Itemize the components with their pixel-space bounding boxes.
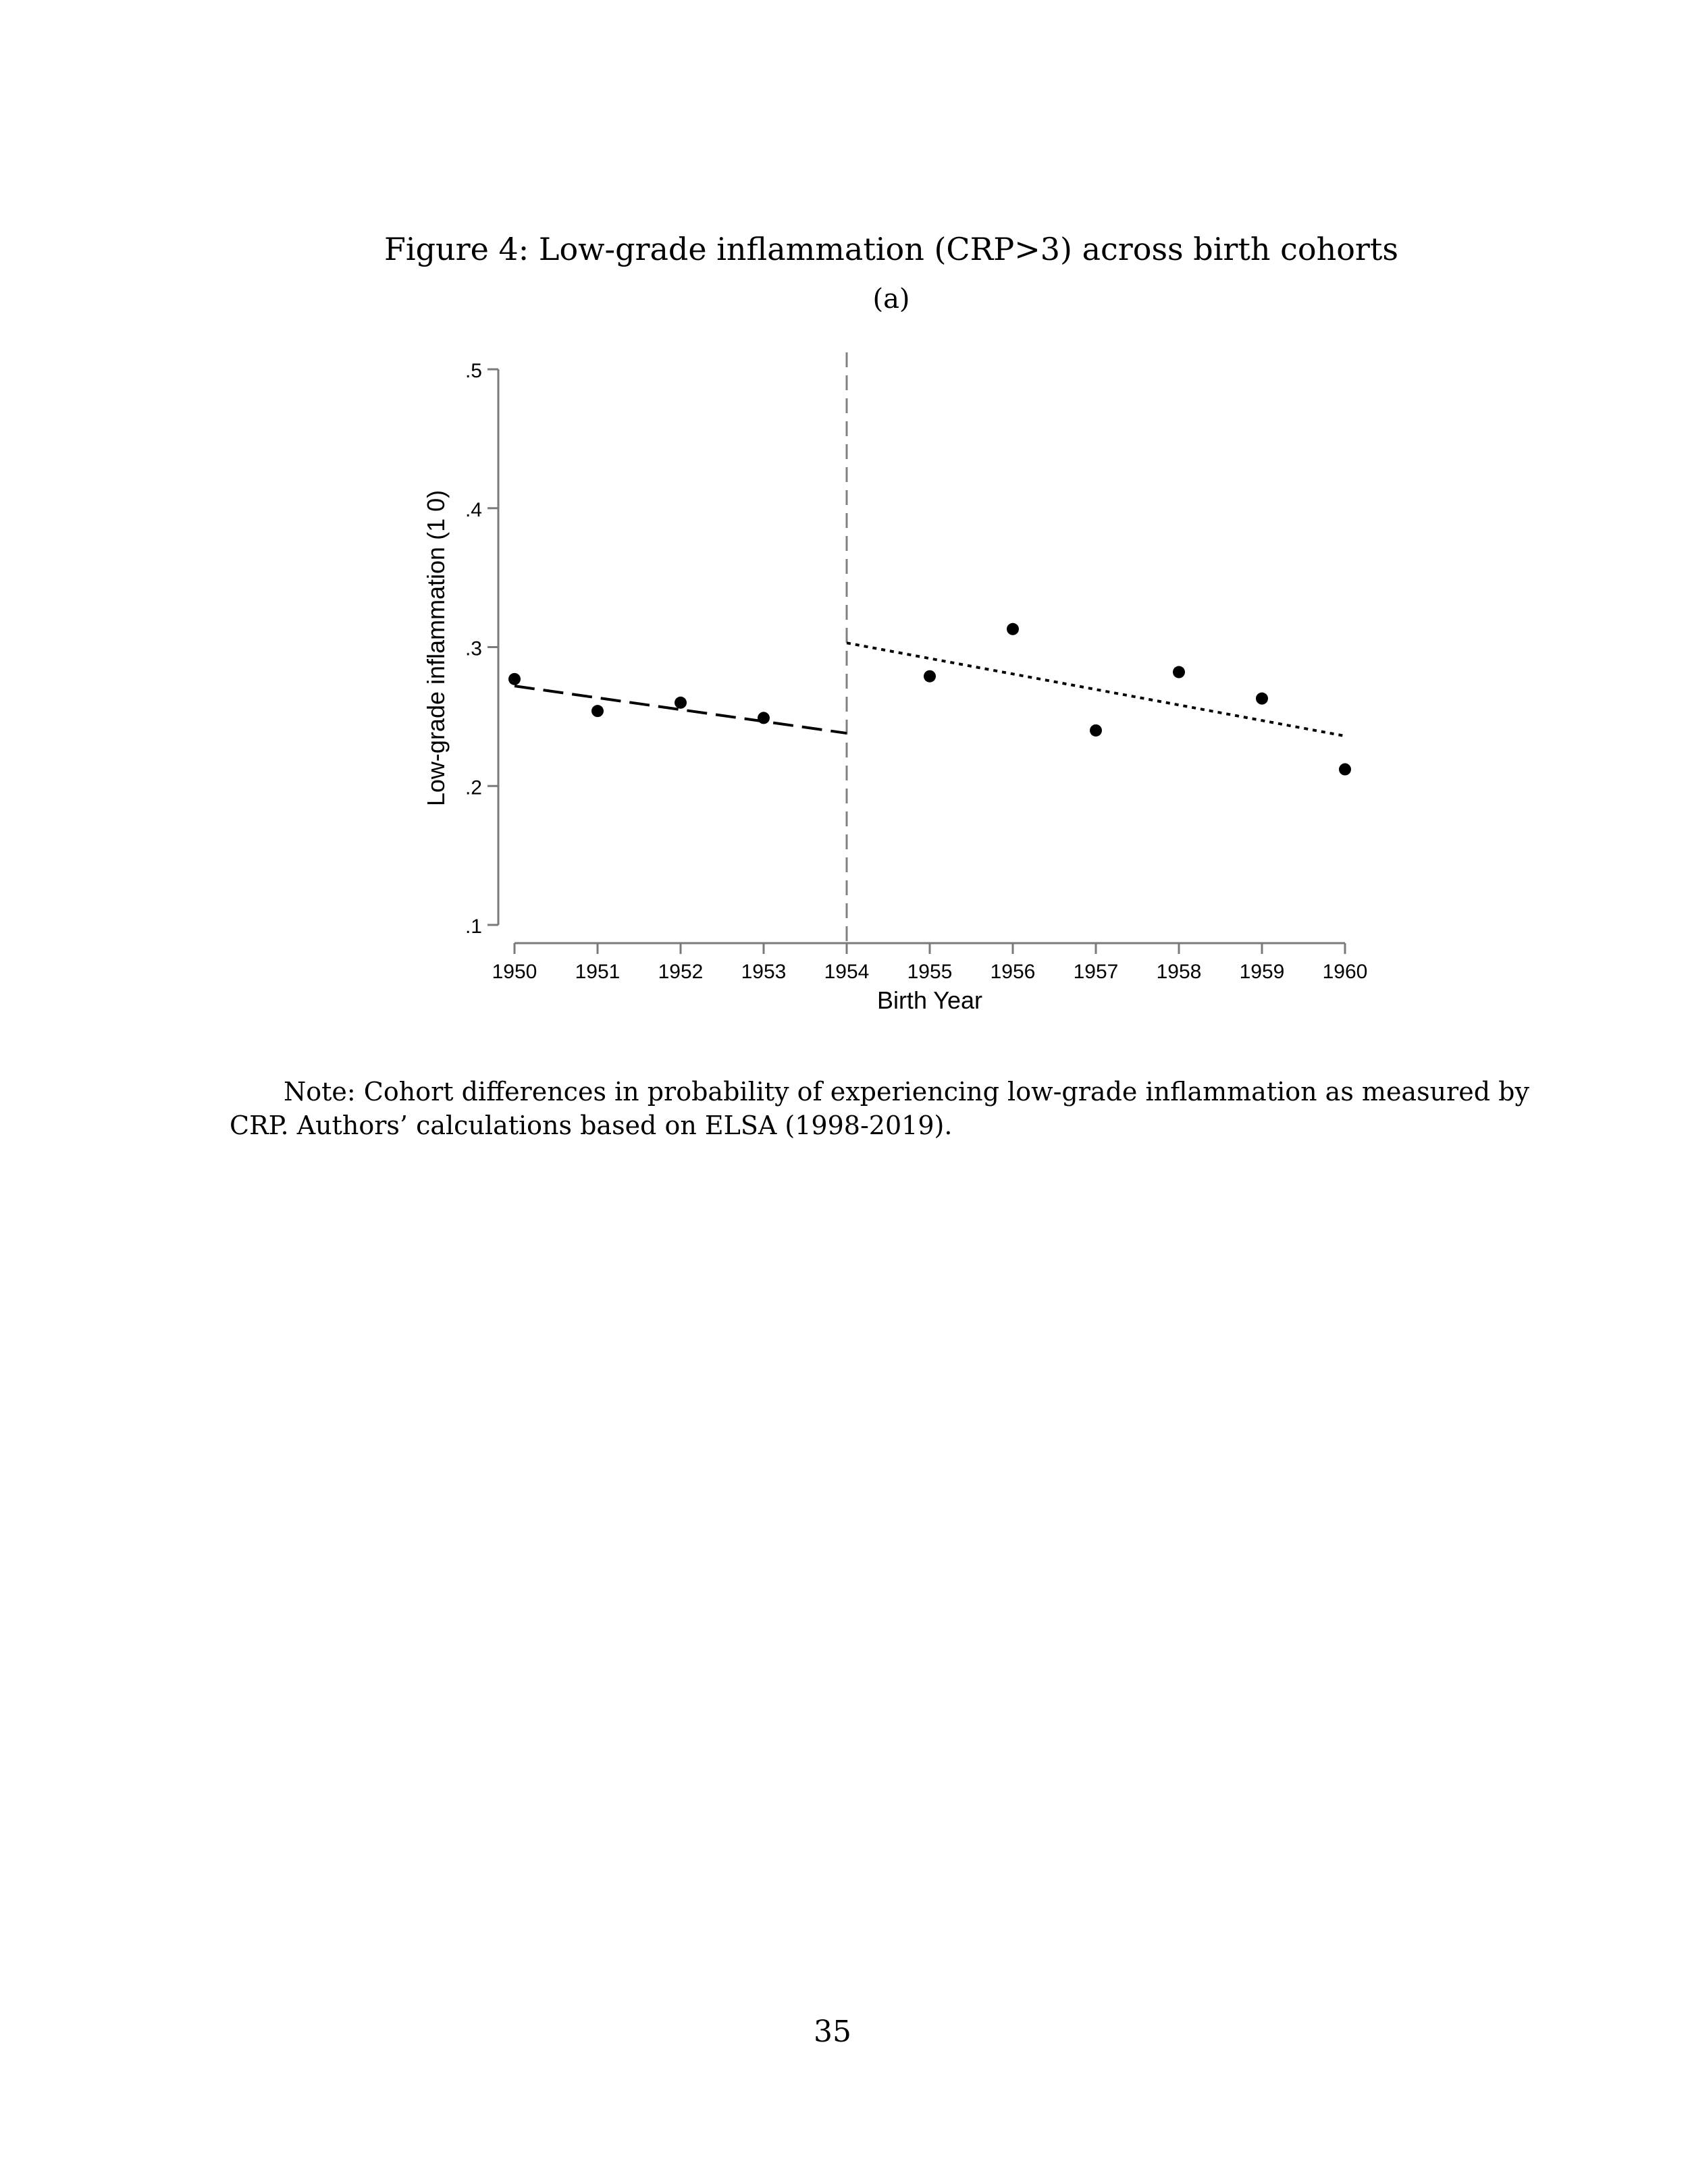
- y-tick-label: .1: [465, 915, 482, 938]
- fit-lines: [515, 643, 1345, 736]
- fit-line-pre: [515, 686, 847, 733]
- x-tick-label: 1952: [658, 961, 704, 983]
- data-point: [924, 670, 936, 683]
- data-point: [1256, 693, 1268, 705]
- data-point: [1090, 724, 1102, 737]
- data-point: [1007, 623, 1019, 635]
- y-axis: [465, 360, 498, 938]
- x-tick-label: 1954: [824, 961, 870, 983]
- x-tick-label: 1957: [1073, 961, 1119, 983]
- figure-title: Figure 4: Low-grade inflammation (CRP>3) across birth cohorts: [384, 231, 1399, 267]
- data-point: [1339, 764, 1351, 776]
- x-tick-label: 1959: [1239, 961, 1285, 983]
- y-tick-label: .3: [465, 637, 482, 660]
- data-point: [508, 673, 521, 685]
- x-tick-label: 1960: [1322, 961, 1368, 983]
- x-tick-label: 1950: [492, 961, 537, 983]
- data-points: [508, 623, 1351, 776]
- data-point: [758, 712, 770, 724]
- scatter-chart: [0, 0, 1688, 1053]
- x-tick-label: 1956: [990, 961, 1036, 983]
- x-tick-label: 1958: [1156, 961, 1202, 983]
- x-axis: [492, 943, 1368, 983]
- y-tick-label: .5: [465, 360, 482, 382]
- y-tick-label: .2: [465, 776, 482, 799]
- fit-line-post: [847, 643, 1345, 736]
- y-axis-label: Low-grade inflammation (1 0): [422, 489, 450, 807]
- x-tick-label: 1953: [741, 961, 787, 983]
- figure-note: Note: Cohort differences in probability of experiencing low-grade inflammation as measured by CRP. Authors’ calculations based on ELSA (1998-2019).: [230, 1077, 1529, 1140]
- x-axis-label: Birth Year: [876, 986, 983, 1014]
- x-tick-label: 1955: [907, 961, 953, 983]
- page-number: 35: [814, 2015, 851, 2049]
- data-point: [591, 705, 604, 717]
- data-point: [675, 697, 687, 709]
- x-tick-label: 1951: [575, 961, 621, 983]
- data-point: [1173, 666, 1185, 678]
- panel-label: (a): [872, 284, 910, 315]
- y-tick-label: .4: [465, 498, 482, 521]
